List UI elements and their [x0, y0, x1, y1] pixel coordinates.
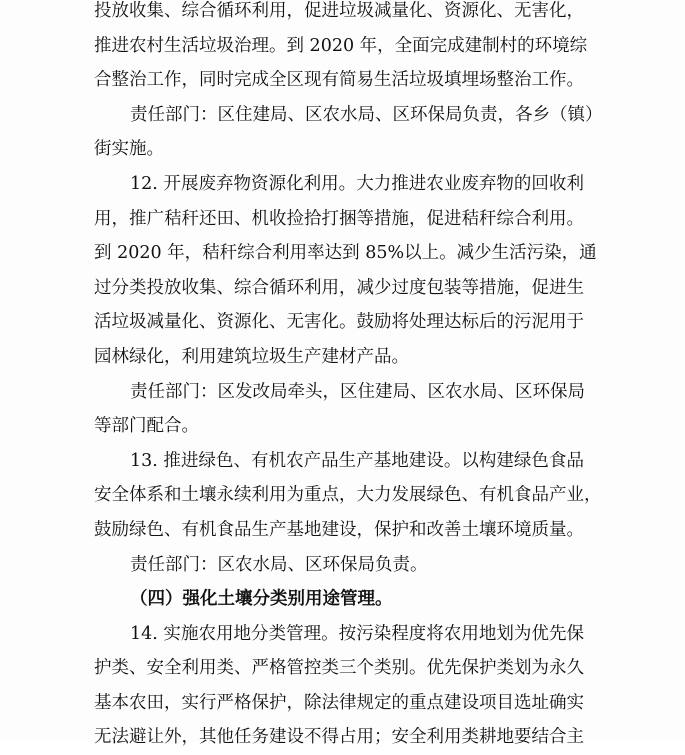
item-12-title: 12. 开展废弃物资源化利用。大力推进农业废弃物的回收利	[130, 173, 584, 194]
text-line: 街实施。	[94, 139, 164, 160]
text-line: 护类、安全利用类、严格管控类三个类别。优先保护类划为永久	[94, 658, 584, 679]
text-line: 基本农田，实行严格保护，除法律规定的重点建设项目选址确实	[94, 692, 584, 713]
section-heading: （四）强化土壤分类别用途管理。	[130, 589, 393, 610]
text-line: 推进农村生活垃圾治理。到 2020 年，全面完成建制村的环境综	[94, 35, 588, 56]
text-line: 投放收集、综合循环利用，促进垃圾减量化、资源化、无害化，	[94, 1, 584, 21]
item-13-title: 13. 推进绿色、有机农产品生产基地建设。以构建绿色食品	[130, 450, 584, 471]
responsibility-line: 责任部门：区发改局牵头，区住建局、区农水局、区环保局	[130, 381, 585, 402]
text-line: 过分类投放收集、综合循环利用，减少过度包装等措施，促进生	[94, 277, 584, 298]
text-line: 无法避让外，其他任务建设不得占用；安全利用类耕地要结合主	[94, 727, 584, 748]
responsibility-line: 责任部门：区住建局、区农水局、区环保局负责，各乡（镇）	[130, 104, 603, 125]
text-line: 安全体系和土壤永续利用为重点，大力发展绿色、有机食品产业，	[94, 485, 602, 506]
text-line: 活垃圾减量化、资源化、无害化。鼓励将处理达标后的污泥用于	[94, 312, 584, 333]
text-line: 园林绿化，利用建筑垃圾生产建材产品。	[94, 346, 409, 367]
text-line: 到 2020 年，秸秆综合利用率达到 85%以上。减少生活污染，通	[94, 243, 597, 264]
document-body	[94, 0, 603, 755]
item-14-title: 14. 实施农用地分类管理。按污染程度将农用地划为优先保	[130, 623, 584, 644]
responsibility-line: 责任部门：区农水局、区环保局负责。	[130, 554, 428, 575]
text-line: 用，推广秸秆还田、机收捡拾打捆等措施，促进秸秆综合利用。	[94, 208, 584, 229]
text-line: 鼓励绿色、有机食品生产基地建设，保护和改善土壤环境质量。	[94, 519, 584, 540]
text-line: 等部门配合。	[94, 416, 199, 437]
text-line: 合整治工作，同时完成全区现有简易生活垃圾填埋场整治工作。	[94, 70, 584, 91]
